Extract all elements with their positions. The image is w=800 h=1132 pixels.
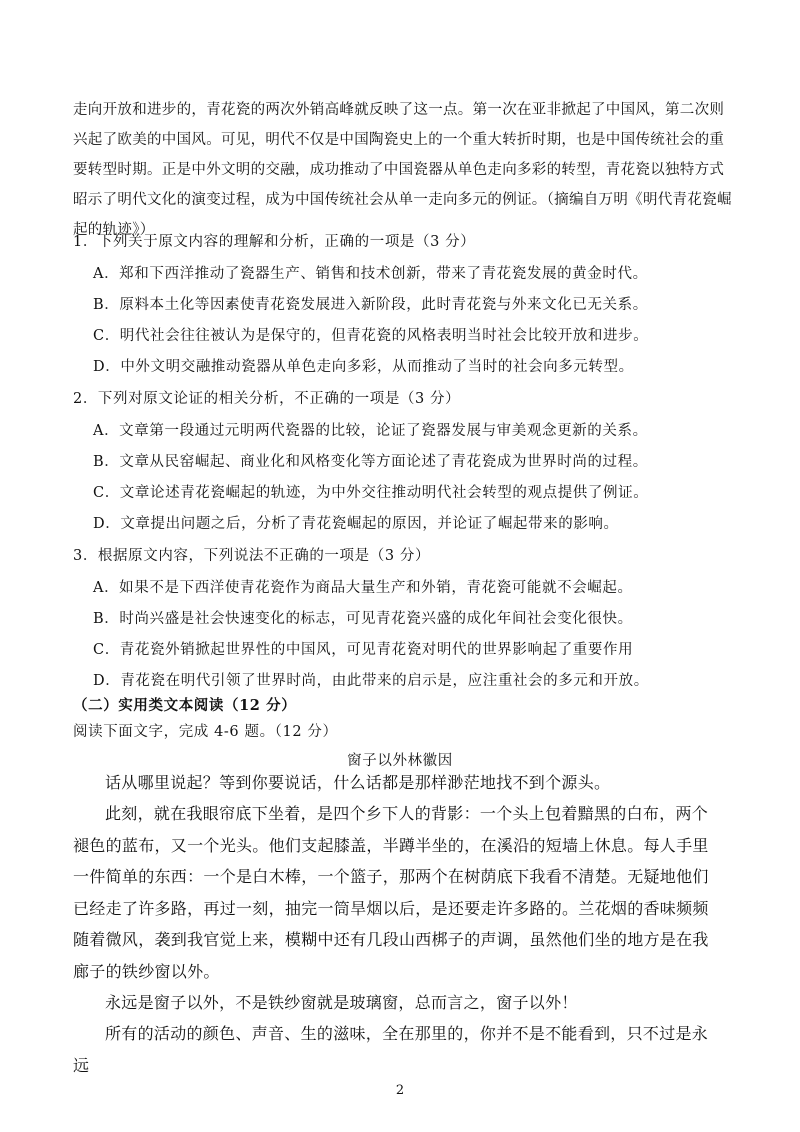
section-instruction: 阅读下面文字，完成 4-6 题。（12 分）: [73, 724, 338, 740]
question-3-option-b: B．时尚兴盛是社会快速变化的标志，可见青花瓷兴盛的成化年间社会变化很快。: [93, 611, 633, 627]
question-1-stem: 1．下列关于原文内容的理解和分析，正确的一项是（3 分）: [73, 234, 476, 250]
article-paragraph: 话从哪里说起？等到你要说话，什么话都是那样渺茫地找不到个源头。: [105, 773, 611, 792]
question-2-option-a: A．文章第一段通过元明两代瓷器的比较，论证了瓷器发展与审美观念更新的关系。: [93, 423, 648, 439]
article-paragraph: 所有的活动的颜色、声音、生的滋味，全在那里的，你并不是不能看到，只不过是永远: [73, 1024, 709, 1075]
question-2-option-b: B．文章从民窑崛起、商业化和风格变化等方面论述了青花瓷成为世界时尚的过程。: [93, 454, 648, 470]
question-2-option-c: C．文章论述青花瓷崛起的轨迹，为中外交往推动明代社会转型的观点提供了例证。: [93, 485, 649, 501]
article-title: 窗子以外林徽因: [347, 753, 453, 769]
question-1-option-b: B．原料本土化等因素使青花瓷发展进入新阶段，此时青花瓷与外来文化已无关系。: [93, 297, 648, 313]
article-paragraph: 永远是窗子以外，不是铁纱窗就是玻璃窗，总而言之，窗子以外！: [105, 993, 578, 1012]
question-1-option-a: A．郑和下西洋推动了瓷器生产、销售和技术创新，带来了青花瓷发展的黄金时代。: [93, 266, 648, 282]
intro-paragraph: 走向开放和进步的，青花瓷的两次外销高峰就反映了这一点。第一次在亚非掀起了中国风，第二次则兴起了欧美的中国风。可见，明代不仅是中国陶瓷史上的一个重大转折时期，也是中国传统社会的重要转型时期。正是中外文明的交融，成功推动了中国瓷器从单色走向多彩的转型，青花瓷以独特方式昭示了明代文化的演变过程，成为中国传统社会从单一走向多元的例证。（摘编自万明《明代青花瓷崛起的轨迹》）: [73, 102, 732, 238]
question-3-option-c: C．青花瓷外销掀起世界性的中国风，可见青花瓷对明代的世界影响起了重要作用: [93, 642, 634, 658]
page-number: 2: [395, 1083, 405, 1098]
question-1-option-c: C．明代社会往往被认为是保守的，但青花瓷的风格表明当时社会比较开放和进步。: [93, 328, 649, 344]
question-2-option-d: D．文章提出问题之后，分析了青花瓷崛起的原因，并论证了崛起带来的影响。: [93, 516, 619, 532]
article-paragraph: 此刻，就在我眼帘底下坐着，是四个乡下人的背影：一个头上包着黯黑的白布，两个褪色的蓝布，又一个光头。他们支起膝盖，半蹲半坐的，在溪沿的短墙上休息。每人手里一件简单的东西：一个是白木棒，一个篮子，那两个在树荫底下我看不清楚。无疑地他们已经走了许多路，再过一刻，抽完一筒旱烟以后，是还要走许多路的。兰花烟的香味频频随着微风，袭到我官觉上来，模糊中还有几段山西梆子的声调，虽然他们坐的地方是在我廊子的铁纱窗以外。: [73, 804, 709, 981]
question-2-stem: 2．下列对原文论证的相关分析，不正确的一项是（3 分）: [73, 391, 461, 407]
section-title: （二）实用类文本阅读（12 分）: [73, 697, 297, 714]
question-3-stem: 3．根据原文内容，下列说法不正确的一项是（3 分）: [73, 548, 431, 564]
question-3-option-d: D．青花瓷在明代引领了世界时尚，由此带来的启示是，应注重社会的多元和开放。: [93, 673, 649, 689]
question-3-option-a: A．如果不是下西洋使青花瓷作为商品大量生产和外销，青花瓷可能就不会崛起。: [93, 580, 633, 596]
question-1-option-d: D．中外文明交融推动瓷器从单色走向多彩，从而推动了当时的社会向多元转型。: [93, 359, 634, 375]
